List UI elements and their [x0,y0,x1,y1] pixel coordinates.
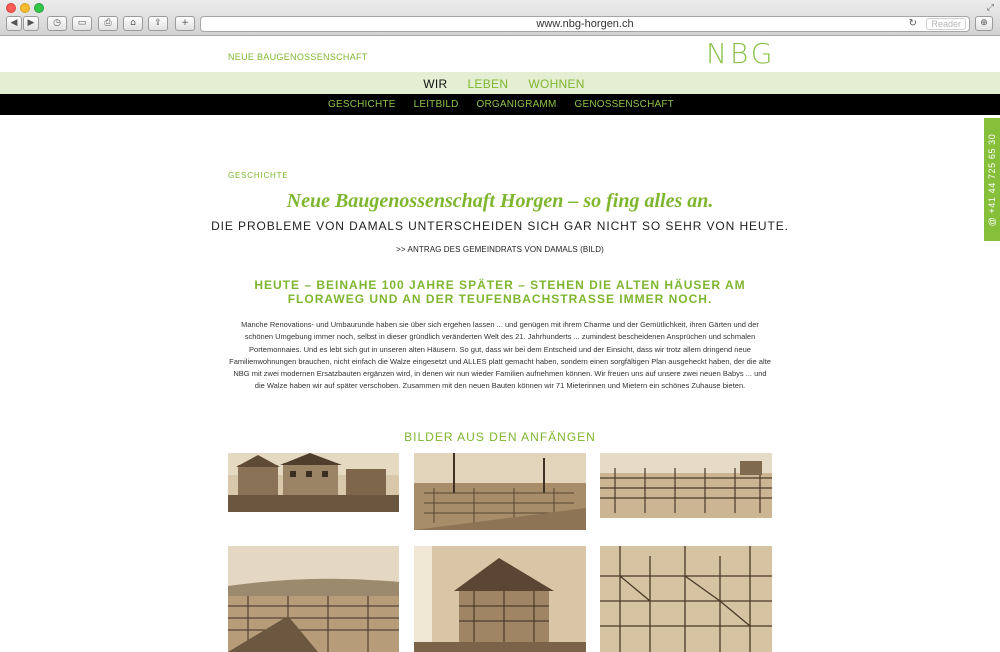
new-tab-button[interactable]: + [175,16,195,31]
antrag-link[interactable]: >> ANTRAG DES GEMEINDRATS VON DAMALS (BILD) [396,245,604,254]
gallery-photo-4[interactable] [228,546,399,652]
nav-item-wir[interactable]: WIR [423,77,448,91]
body-paragraph: Manche Renovations- und Umbaurunde haben sie über sich ergehen lassen ... und genügen mit ihrem Charme und der Gemütlichkeit, ihren Gärten und der schönen Umgebung immer noch, selbst in dieser gründlich veränderten Welt des 21. Jahrhunderts ... zumindest bescheidenen Ansprüchen und schmalen Portemonnaies. Und es lebt sich gut in unseren alten Häusern. So gut, dass wir bei dem Entscheid und der Einsicht, dass wir trotz allem dringend neue Familienwohnungen brauchen, nicht einfach die Walze eingesetzt und ALLES platt gemacht haben, sondern einen sorgfältigen Plan ausgeheckt haben, der die alte NBG mit zwei modernen Ersatzbauten ergänzen wird, in denen wir nun wieder Familien aufnehmen können. Wir freuen uns auf unsere zwei neuen Babys ... und die Walze haben wir auf später verschoben. Zusammen mit den neuen Bauten können wir 71 Mieterinnen und Mietern ein schönes Zuhause bieten. [229,320,771,391]
bookmarks-button[interactable]: ▭ [72,16,92,31]
history-button[interactable]: ◷ [47,16,67,31]
address-bar[interactable] [200,16,970,32]
gallery-title: BILDER AUS DEN ANFÄNGEN [404,430,596,444]
gallery-photo-6[interactable] [600,546,772,652]
nbg-logo[interactable]: NBG [706,37,776,70]
construction-photo-icon [228,453,399,512]
reader-button[interactable]: Reader [926,18,966,30]
gallery-photo-2[interactable] [414,453,586,530]
site-header [0,37,1000,72]
print-button[interactable]: ⎙ [98,16,118,31]
subnav-item-leitbild[interactable]: LEITBILD [413,99,459,110]
back-button[interactable]: ◀ [6,16,22,31]
subnav-item-organigramm[interactable]: ORGANIGRAMM [476,99,557,110]
share-button[interactable]: ⇪ [148,16,168,31]
subnav-item-genossenschaft[interactable]: GENOSSENSCHAFT [574,99,674,110]
construction-photo-icon [600,453,772,518]
gallery-photo-5[interactable] [414,546,586,652]
browser-toolbar [0,0,1000,36]
url-text: www.nbg-horgen.ch [536,18,634,30]
construction-photo-icon [228,546,399,652]
page-subheadline: DIE PROBLEME VON DAMALS UNTERSCHEIDEN SICH GAR NICHT SO SEHR VON HEUTE. [211,219,789,233]
section-label: GESCHICHTE [228,171,289,180]
reload-icon[interactable]: ↻ [908,18,917,29]
fullscreen-icon[interactable]: ⤢ [986,2,994,12]
downloads-button[interactable]: ⊕ [975,16,993,31]
forward-button[interactable]: ▶ [23,16,39,31]
subnav-item-geschichte[interactable]: GESCHICHTE [328,99,396,110]
sub-navigation [0,94,1000,115]
minimize-window-button[interactable] [20,3,30,13]
main-navigation [0,72,1000,94]
home-button[interactable]: ⌂ [123,16,143,31]
nav-item-leben[interactable]: LEBEN [467,77,509,91]
brand-text[interactable]: NEUE BAUGENOSSENSCHAFT [228,52,368,62]
page-headline: Neue Baugenossenschaft Horgen – so fing alles an. [286,190,714,212]
gallery-photo-1[interactable] [228,453,399,512]
construction-photo-icon [600,546,772,652]
contact-phone-text: @ +41 44 725 65 30 [987,133,997,226]
zoom-window-button[interactable] [34,3,44,13]
nav-item-wohnen[interactable]: WOHNEN [528,77,585,91]
construction-photo-icon [414,453,586,530]
gallery-photo-3[interactable] [600,453,772,518]
section-headline: HEUTE – BEINAHE 100 JAHRE SPÄTER – STEHEN DIE ALTEN HÄUSER AM FLORAWEG UND AN DER TEUFENBACHSTRASSE IMMER NOCH. [254,278,746,306]
construction-photo-icon [414,546,586,652]
close-window-button[interactable] [6,3,16,13]
